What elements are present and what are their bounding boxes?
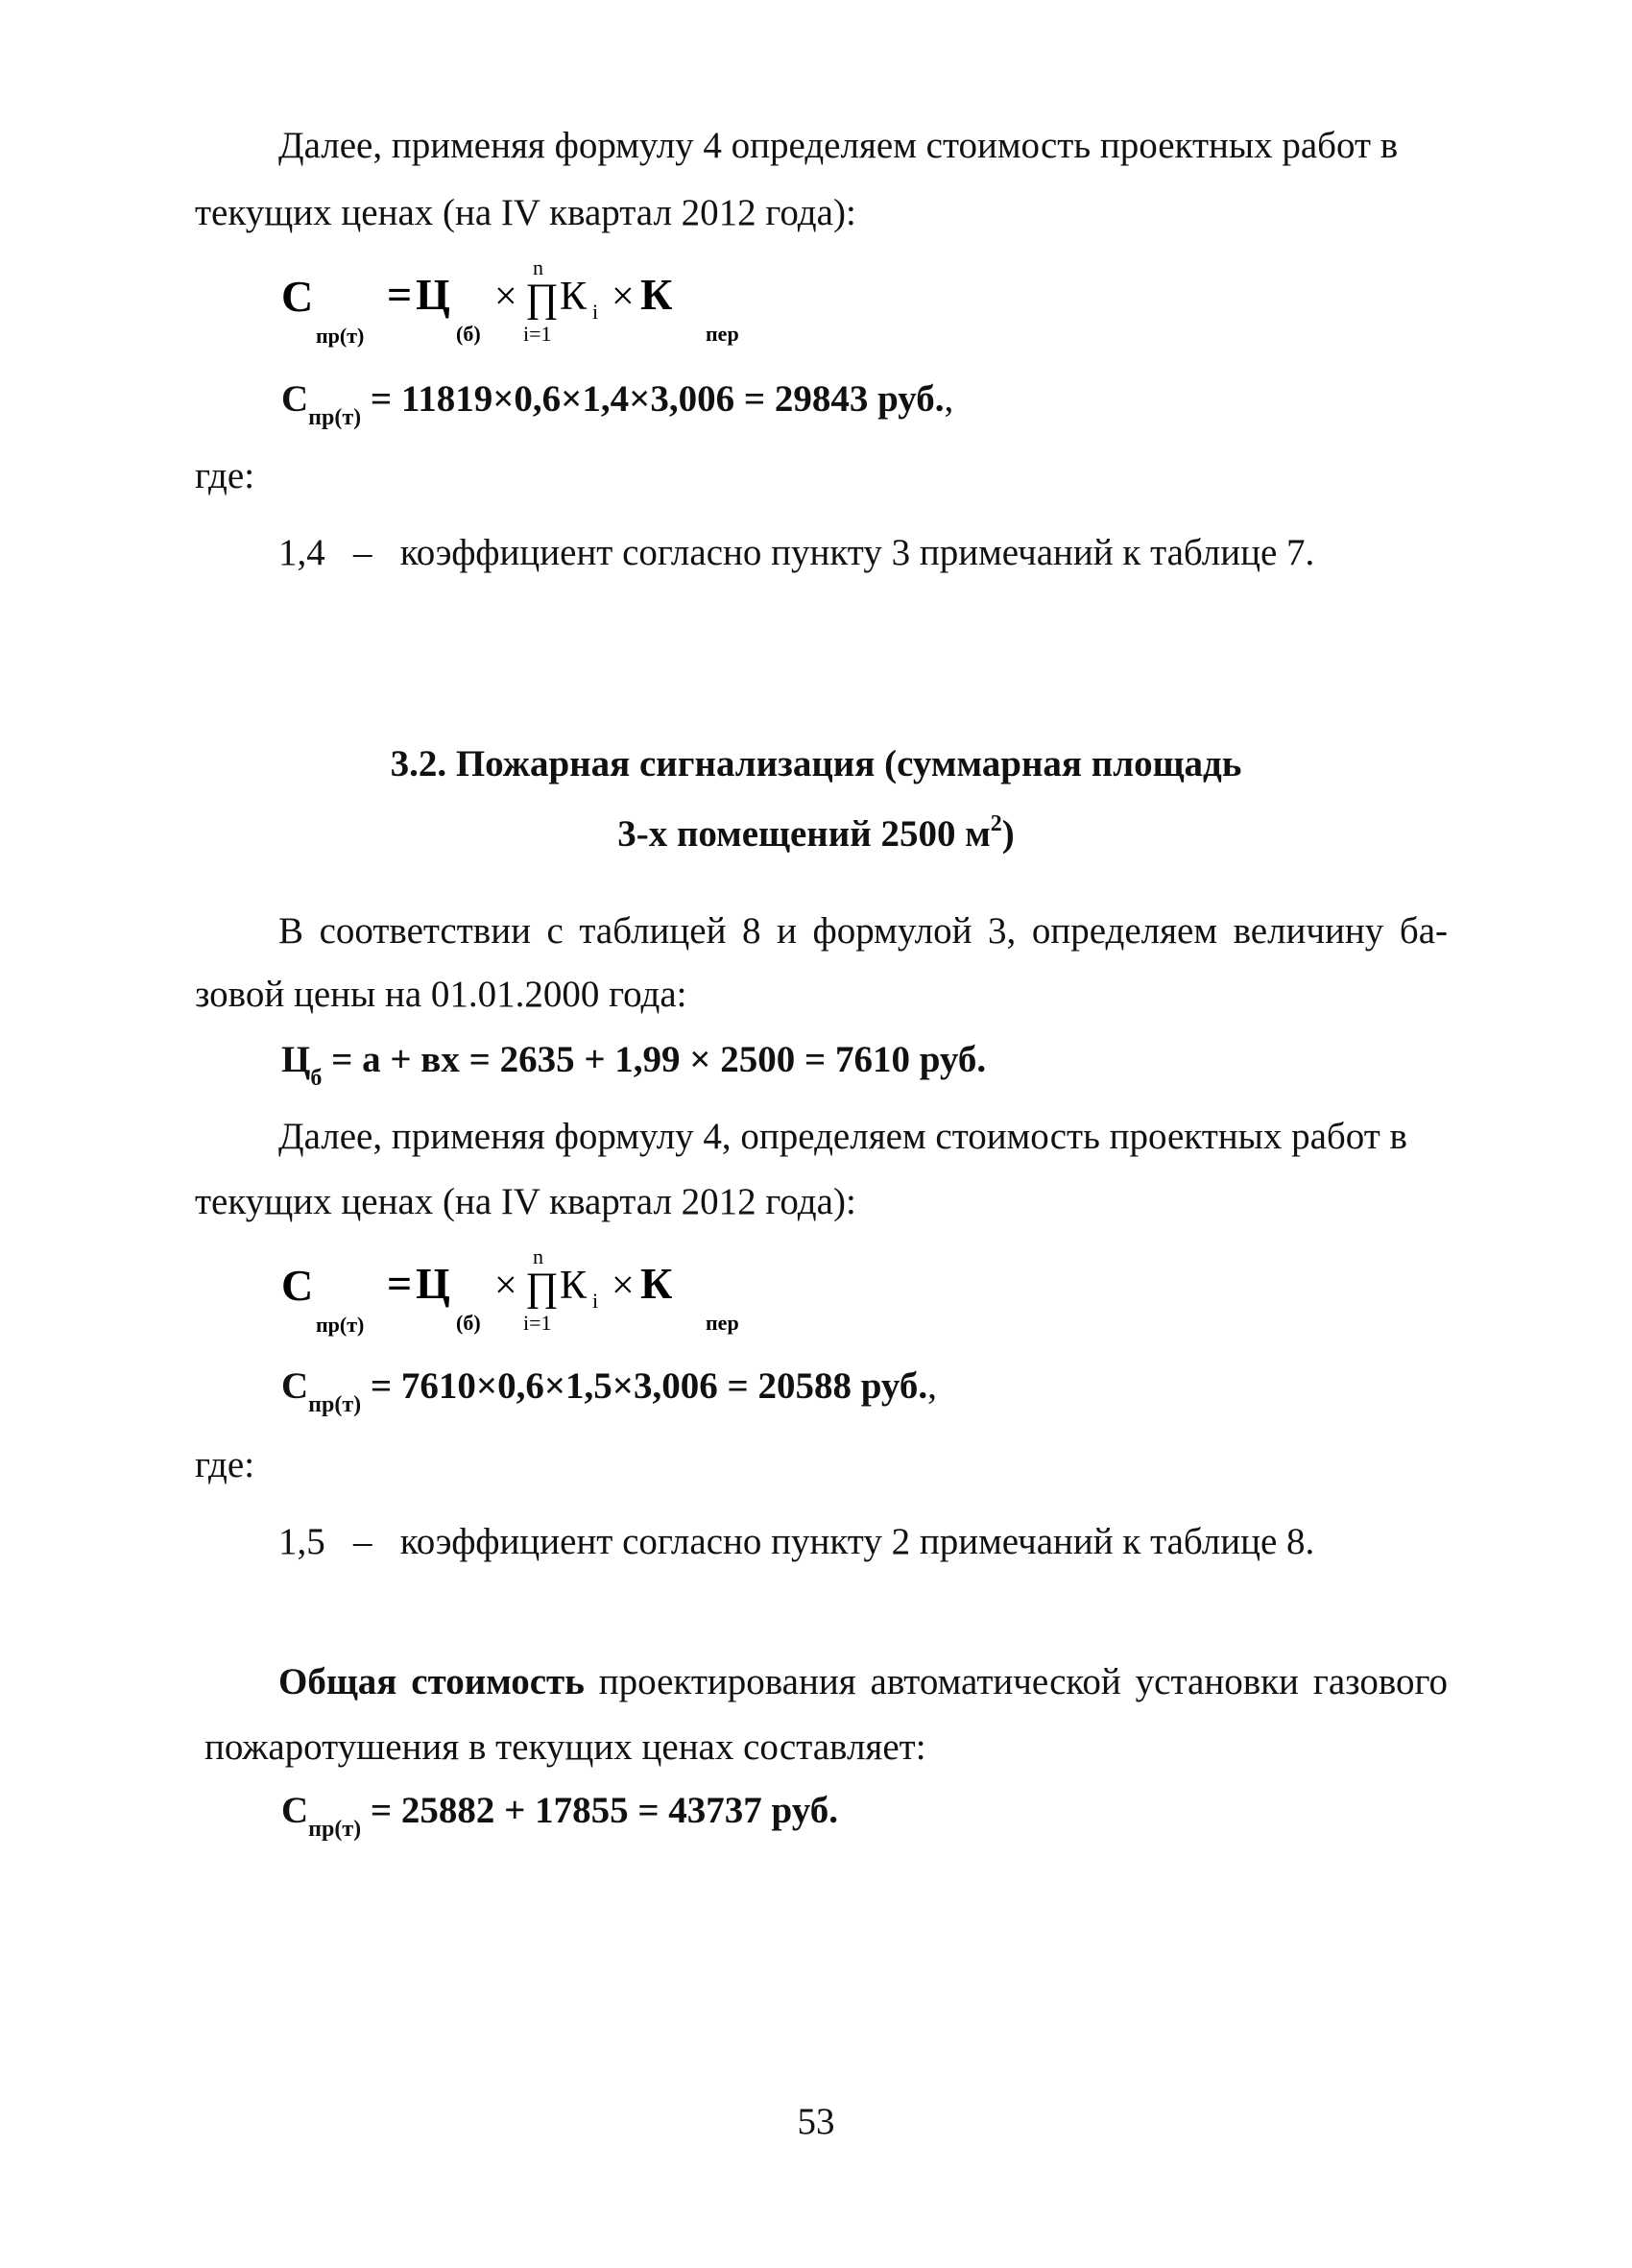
svg-text:Ц: Ц xyxy=(416,1259,450,1308)
svg-text:К: К xyxy=(640,270,673,319)
s1-coefficient-note: 1,4 – коэффициент согласно пункту 3 примечаний к таблице 7. xyxy=(278,532,1315,573)
s1-where-label: где: xyxy=(195,455,255,496)
svg-text:×: × xyxy=(612,1264,635,1308)
svg-text:(б): (б) xyxy=(456,1311,481,1335)
s2-base-price-calc: $Ц_б = а$ + вх = 2635 + 1,99 × 2500 = 7610 руб. xyxy=(281,1039,987,1091)
s1-calculation: $С_{пр(т)} = 11819\times 0,6\times 1,4\times 3,006 = 29843$ руб., xyxy=(281,378,954,430)
total-line2: пожаротушения в текущих ценах составляет: xyxy=(204,1726,926,1768)
s2-intro-line1: Далее, применяя формулу 4, определяем стоимость проектных работ в xyxy=(278,1116,1407,1157)
svg-text:пр(т): пр(т) xyxy=(316,324,365,348)
svg-text:×: × xyxy=(494,275,517,319)
svg-text:i=1: i=1 xyxy=(523,1311,552,1335)
total-line1: Общая стоимость проектирования автоматической установки газового xyxy=(278,1661,1448,1702)
section-heading-line1: 3.2. Пожарная сигнализация (суммарная площадь xyxy=(390,743,1242,784)
svg-text:пер: пер xyxy=(706,1311,739,1335)
svg-text:=: = xyxy=(387,270,413,319)
svg-text:=: = xyxy=(387,1259,413,1308)
s1-general-formula xyxy=(274,252,811,348)
section-heading-line2: 3-х помещений 2500 $м^2$) xyxy=(617,811,1015,855)
svg-text:i=1: i=1 xyxy=(523,322,552,346)
s1-intro-line2: текущих ценах (на IV квартал 2012 года): xyxy=(195,192,856,233)
svg-text:n: n xyxy=(533,1244,543,1268)
svg-text:i: i xyxy=(592,300,599,324)
svg-text:×: × xyxy=(494,1264,517,1308)
svg-text:×: × xyxy=(612,275,635,319)
svg-text:∏: ∏ xyxy=(525,277,559,321)
svg-text:К: К xyxy=(640,1259,673,1308)
svg-text:пер: пер xyxy=(706,322,739,346)
total-calculation: $С_{пр(т)} = 25882 + 17855 = 43737$ руб. xyxy=(281,1790,838,1842)
s2-para-line2: зовой цены на 01.01.2000 года: xyxy=(195,974,687,1015)
s2-calculation: $С_{пр(т)} = 7610\times 0,6\times 1,5\times 3,006 = 20588$ руб., xyxy=(281,1365,937,1417)
s2-general-formula xyxy=(274,1241,811,1337)
svg-text:∏: ∏ xyxy=(525,1266,559,1310)
svg-text:С: С xyxy=(281,1261,314,1310)
s2-where-label: где: xyxy=(195,1444,255,1485)
s2-para-line1: В соответствии с таблицей 8 и формулой 3, определяем величину ба- xyxy=(278,910,1448,952)
svg-text:С: С xyxy=(281,272,314,321)
page-number: 53 xyxy=(797,2101,835,2142)
svg-text:n: n xyxy=(533,255,543,279)
svg-text:Ц: Ц xyxy=(416,270,450,319)
svg-text:(б): (б) xyxy=(456,322,481,346)
s2-intro-line2: текущих ценах (на IV квартал 2012 года): xyxy=(195,1181,856,1222)
svg-text:пр(т): пр(т) xyxy=(316,1313,365,1337)
s2-coefficient-note: 1,5 – коэффициент согласно пункту 2 примечаний к таблице 8. xyxy=(278,1521,1315,1562)
s1-intro-line1: Далее, применяя формулу 4 определяем стоимость проектных работ в xyxy=(278,125,1399,166)
svg-text:К: К xyxy=(560,1264,588,1308)
svg-text:i: i xyxy=(592,1289,599,1313)
svg-text:К: К xyxy=(560,275,588,319)
